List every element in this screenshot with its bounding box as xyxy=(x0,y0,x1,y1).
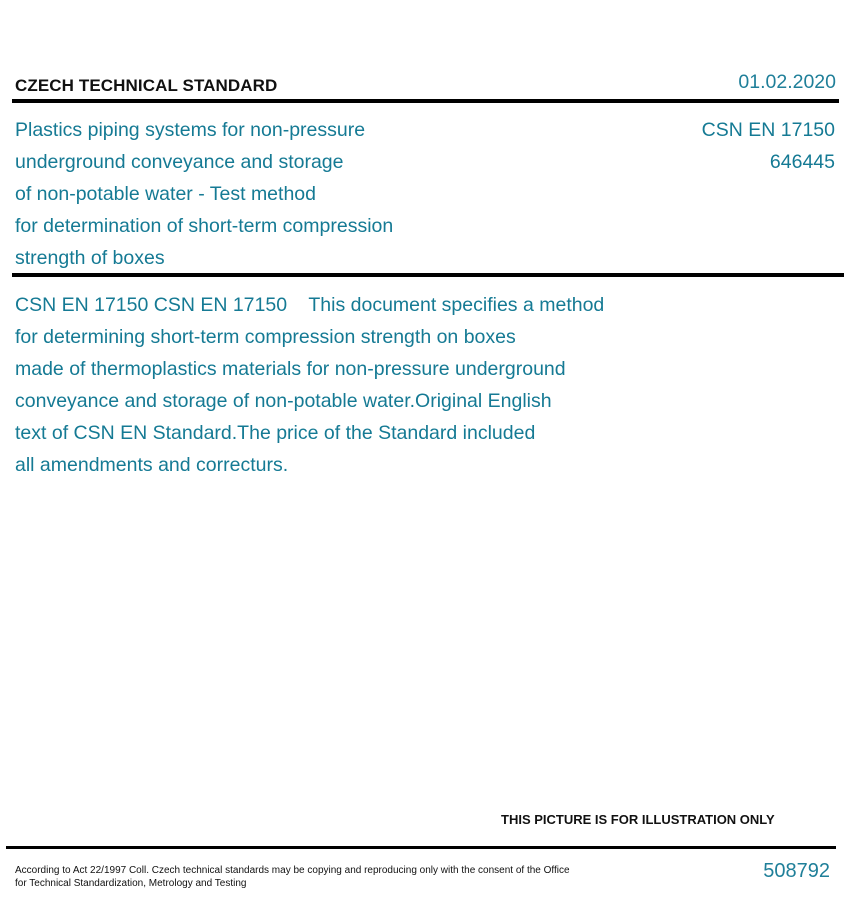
document-type-label: CZECH TECHNICAL STANDARD xyxy=(15,76,278,95)
description-line: text of CSN EN Standard.The price of the Standard included xyxy=(15,422,536,444)
title-line: for determination of short-term compression xyxy=(15,215,394,237)
header-divider xyxy=(12,99,839,103)
title-line: Plastics piping systems for non-pressure xyxy=(15,119,366,141)
legal-notice xyxy=(15,864,615,890)
illustration-note: THIS PICTURE IS FOR ILLUSTRATION ONLY xyxy=(501,812,775,827)
description-line: made of thermoplastics materials for non-pressure underground xyxy=(15,358,566,380)
title-divider xyxy=(12,273,844,277)
description-line: all amendments and correcturs. xyxy=(15,454,289,476)
description-line: CSN EN 17150 CSN EN 17150 This document specifies a method xyxy=(15,294,605,316)
legal-line: for Technical Standardization, Metrology and Testing xyxy=(15,878,247,889)
footer-code: 508792 xyxy=(763,860,830,882)
title-line: strength of boxes xyxy=(15,247,165,269)
description-line: for determining short-term compression strength on boxes xyxy=(15,326,516,348)
standard-description xyxy=(15,289,715,481)
catalog-number: 646445 xyxy=(769,151,835,173)
standard-codes xyxy=(702,114,835,178)
standard-title xyxy=(15,114,535,274)
publication-date: 01.02.2020 xyxy=(738,71,836,93)
footer-divider xyxy=(6,846,836,849)
standard-number: CSN EN 17150 xyxy=(701,119,835,141)
legal-line: According to Act 22/1997 Coll. Czech technical standards may be copying and reproducing only with the consent of the Office xyxy=(15,865,570,876)
title-line: of non-potable water - Test method xyxy=(15,183,316,205)
title-line: underground conveyance and storage xyxy=(15,151,344,173)
description-line: conveyance and storage of non-potable water.Original English xyxy=(15,390,552,412)
